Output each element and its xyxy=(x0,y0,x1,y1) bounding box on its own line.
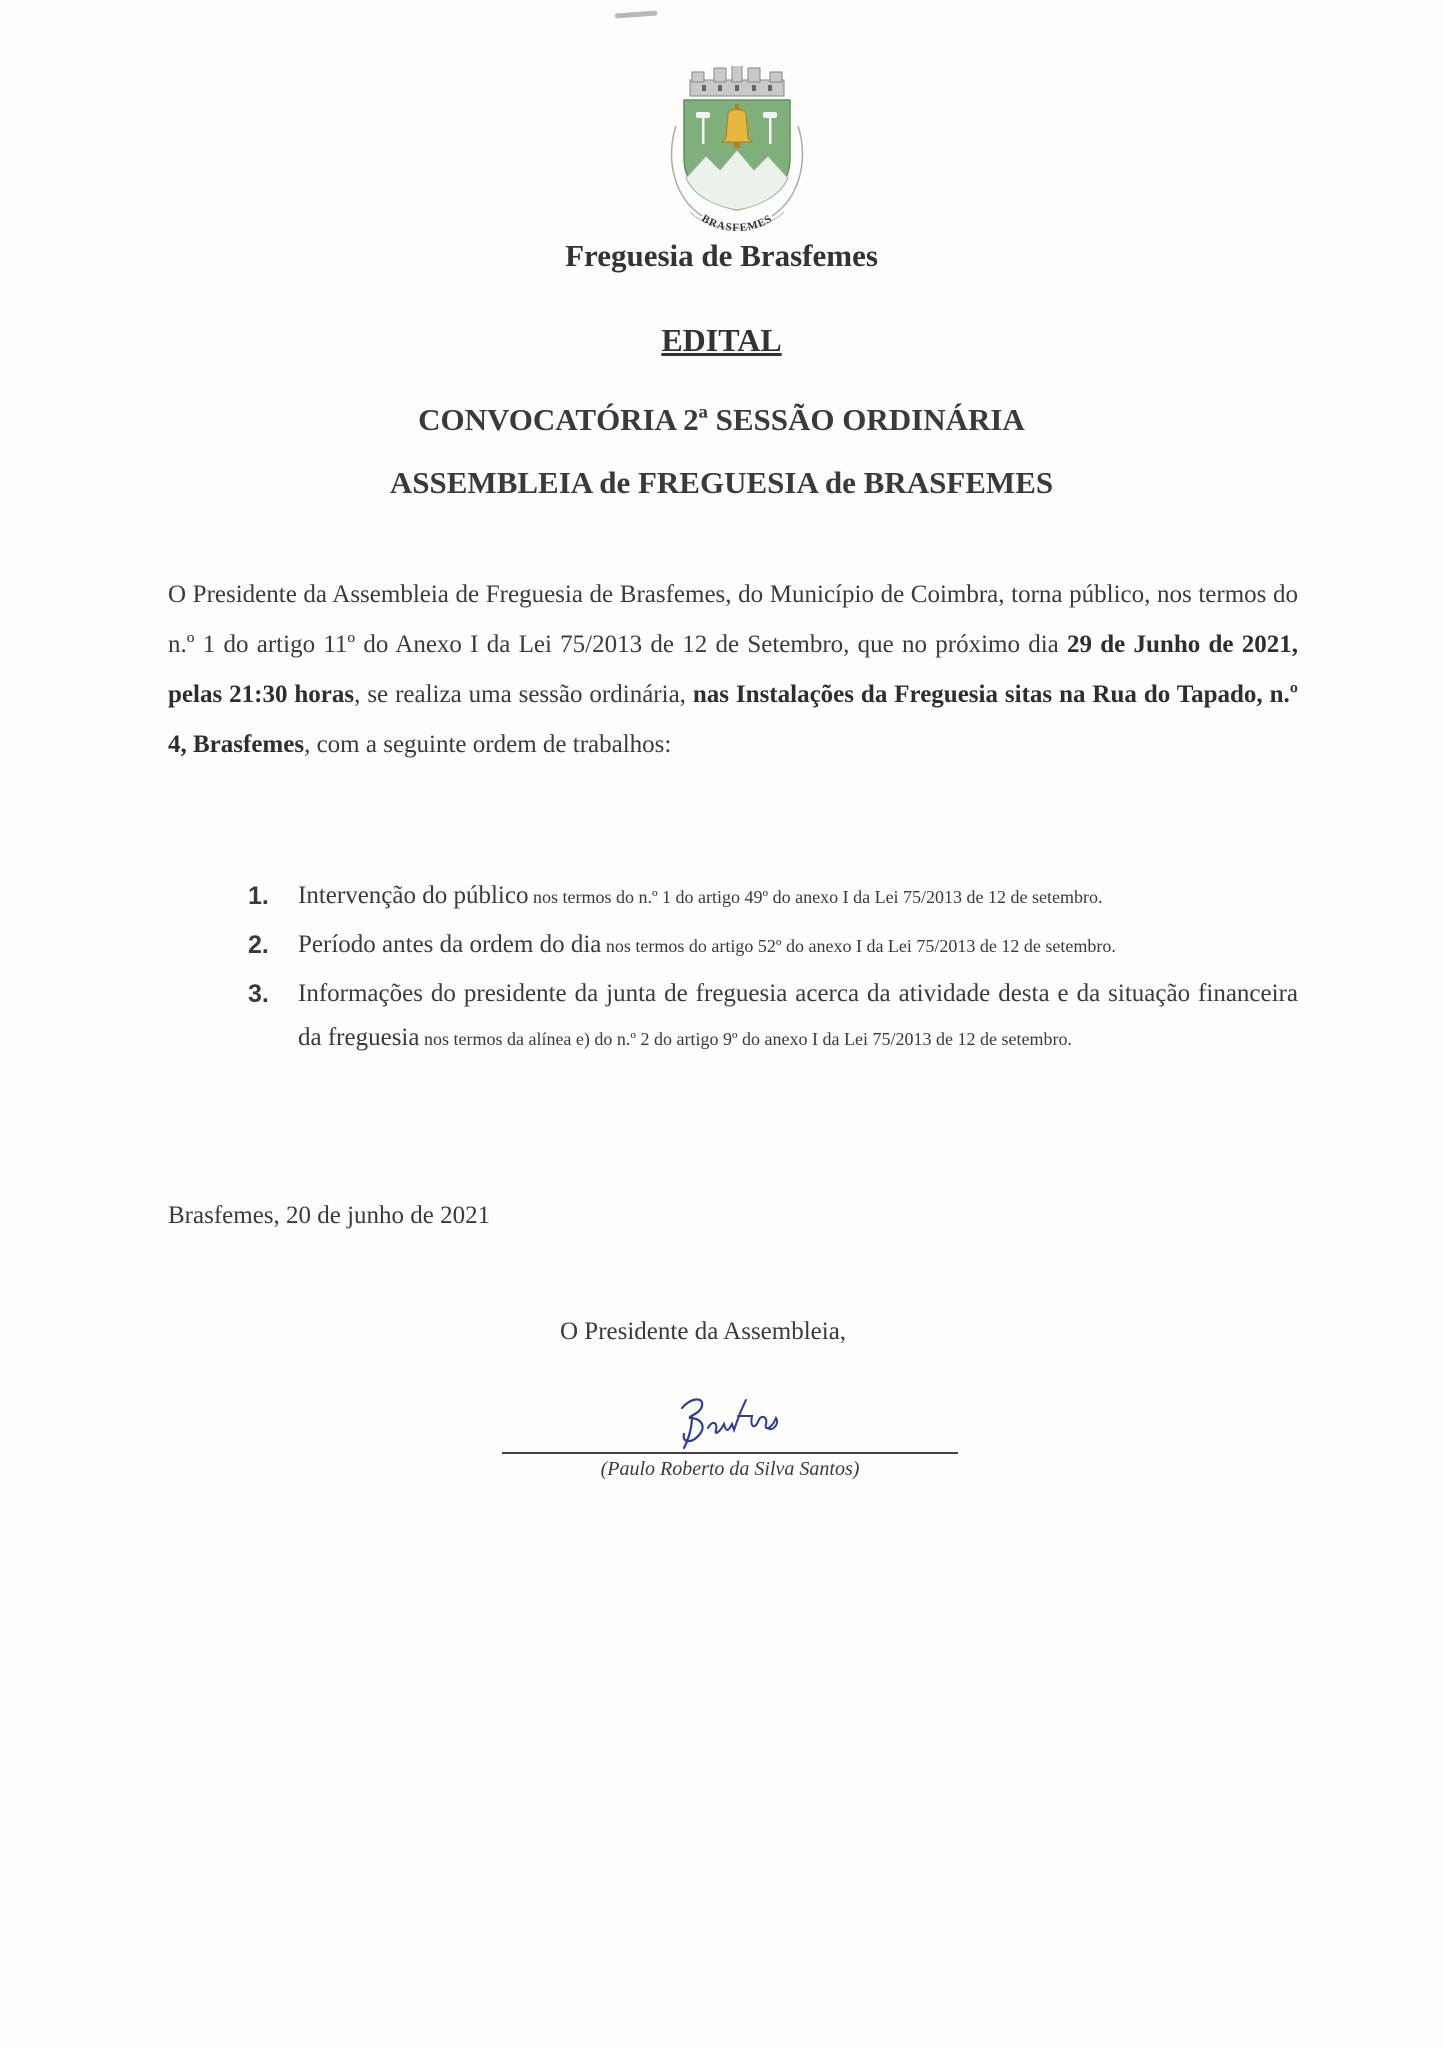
document-heading: EDITAL xyxy=(661,322,782,358)
agenda-item-reference: nos termos da alínea e) do n.º 2 do artigo 9º do anexo I da Lei 75/2013 de 12 de setembro. xyxy=(419,1029,1072,1049)
closing-line: O Presidente da Assembleia, xyxy=(560,1318,847,1345)
agenda-item xyxy=(248,874,1298,919)
meeting-location: nas Instalações da Freguesia sitas na Rua do Tapado, n.º 4, Brasfemes xyxy=(168,681,1298,758)
body-text: O Presidente da Assembleia de Freguesia de Brasfemes, do Município de Coimbra, torna público, nos termos do n.º 1 do artigo 11º do Anexo I da Lei 75/2013 de 12 de Setembro, que no próximo dia xyxy=(168,581,1298,658)
coat-of-arms-icon xyxy=(662,66,812,238)
meeting-date-time: 29 de Junho de 2021, pelas 21:30 horas xyxy=(168,631,1298,708)
agenda-item-title: Intervenção do público xyxy=(298,882,529,909)
signatory-name: (Paulo Roberto da Silva Santos) xyxy=(600,1458,860,1480)
signature-line xyxy=(502,1452,958,1454)
agenda-item-reference: nos termos do n.º 1 do artigo 49º do anexo I da Lei 75/2013 de 12 de setembro. xyxy=(528,887,1103,907)
agenda-item-reference: nos termos do artigo 52º do anexo I da Lei 75/2013 de 12 de setembro. xyxy=(601,936,1116,956)
svg-text:BRASFEMES: BRASFEMES xyxy=(699,212,775,235)
body-paragraph xyxy=(168,570,1298,770)
agenda-item-number: 1. xyxy=(248,882,269,910)
agenda-list xyxy=(248,874,1298,1065)
document-title-line1: CONVOCATÓRIA 2ª SESSÃO ORDINÁRIA xyxy=(418,402,1025,437)
organization-name: Freguesia de Brasfemes xyxy=(565,238,878,273)
handwritten-signature xyxy=(668,1388,784,1450)
scan-artifact xyxy=(615,11,657,19)
agenda-item-number: 2. xyxy=(248,931,269,959)
agenda-item xyxy=(248,923,1298,968)
document-title-line2: ASSEMBLEIA de FREGUESIA de BRASFEMES xyxy=(389,465,1054,500)
agenda-item xyxy=(248,972,1298,1061)
agenda-item-number: 3. xyxy=(248,980,269,1008)
body-text: , com a seguinte ordem de trabalhos: xyxy=(304,731,672,758)
agenda-item-title: Período antes da ordem do dia xyxy=(298,931,602,958)
agenda-item-title: Informações do presidente da junta de freguesia acerca da atividade desta e da situação financeira da freguesia xyxy=(298,980,1298,1051)
body-text: , se realiza uma sessão ordinária, xyxy=(354,681,693,708)
place-and-date: Brasfemes, 20 de junho de 2021 xyxy=(168,1202,491,1229)
